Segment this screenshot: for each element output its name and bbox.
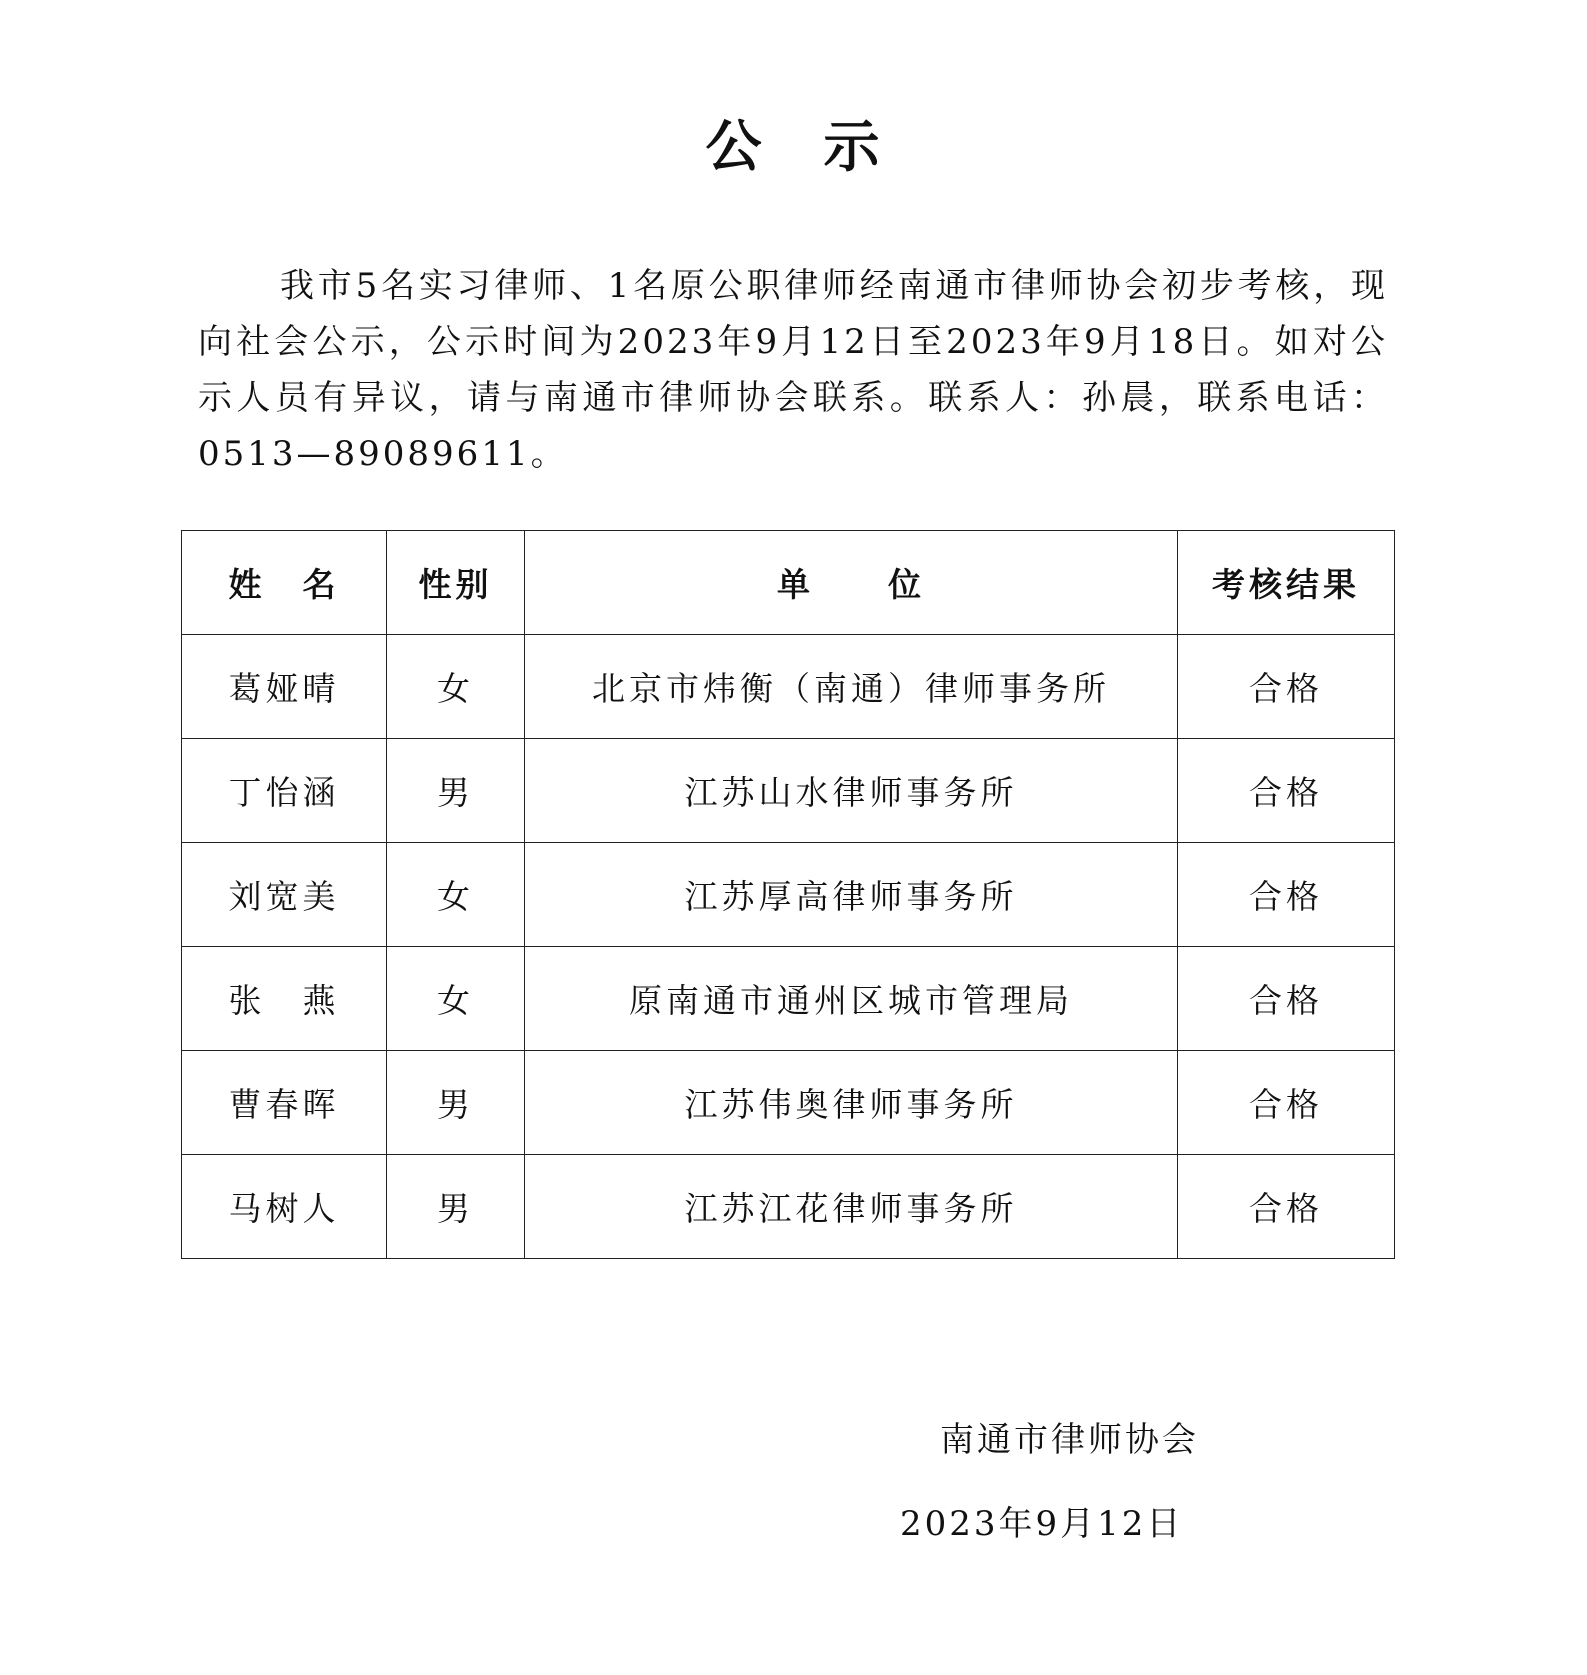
cell-name: 曹春晖 bbox=[182, 1051, 387, 1155]
cell-result: 合格 bbox=[1178, 843, 1395, 947]
intro-paragraph: 我市5名实习律师、1名原公职律师经南通市律师协会初步考核，现向社会公示，公示时间为2023年9月12日至2023年9月18日。如对公示人员有异议，请与南通市律师协会联系。联系人：孙晨，联系电话：0513—89089611。 bbox=[198, 266, 1388, 474]
cell-result: 合格 bbox=[1178, 947, 1395, 1051]
cell-unit: 江苏厚高律师事务所 bbox=[525, 843, 1178, 947]
table-row bbox=[182, 739, 1395, 843]
cell-result: 合格 bbox=[1178, 1155, 1395, 1259]
title-char-2: 示 bbox=[823, 115, 882, 180]
signature-block bbox=[900, 1410, 1320, 1554]
signature-date: 2023年9月12日 bbox=[900, 1504, 1184, 1544]
cell-unit: 江苏江花律师事务所 bbox=[525, 1155, 1178, 1259]
cell-name: 张 燕 bbox=[182, 947, 387, 1051]
cell-gender: 男 bbox=[387, 1155, 525, 1259]
table-row bbox=[182, 843, 1395, 947]
header-name: 姓 名 bbox=[182, 531, 387, 635]
table-row bbox=[182, 1051, 1395, 1155]
cell-unit: 江苏伟奥律师事务所 bbox=[525, 1051, 1178, 1155]
cell-gender: 男 bbox=[387, 1051, 525, 1155]
cell-unit: 江苏山水律师事务所 bbox=[525, 739, 1178, 843]
title-char-1: 公 bbox=[705, 115, 764, 180]
table-row bbox=[182, 947, 1395, 1051]
header-unit: 单 位 bbox=[525, 531, 1178, 635]
table-header-row bbox=[182, 531, 1395, 635]
cell-result: 合格 bbox=[1178, 635, 1395, 739]
cell-gender: 女 bbox=[387, 843, 525, 947]
signature-organization: 南通市律师协会 bbox=[940, 1420, 1199, 1460]
cell-name: 刘宽美 bbox=[182, 843, 387, 947]
cell-gender: 女 bbox=[387, 635, 525, 739]
cell-unit: 北京市炜衡（南通）律师事务所 bbox=[525, 635, 1178, 739]
cell-result: 合格 bbox=[1178, 1051, 1395, 1155]
cell-unit: 原南通市通州区城市管理局 bbox=[525, 947, 1178, 1051]
header-result: 考核结果 bbox=[1178, 531, 1395, 635]
cell-name: 葛娅晴 bbox=[182, 635, 387, 739]
roster-table bbox=[181, 530, 1395, 1259]
header-gender: 性别 bbox=[387, 531, 525, 635]
page-title bbox=[0, 108, 1587, 188]
cell-gender: 女 bbox=[387, 947, 525, 1051]
table-row bbox=[182, 1155, 1395, 1259]
table-row bbox=[182, 635, 1395, 739]
cell-name: 丁怡涵 bbox=[182, 739, 387, 843]
cell-name: 马树人 bbox=[182, 1155, 387, 1259]
cell-result: 合格 bbox=[1178, 739, 1395, 843]
cell-gender: 男 bbox=[387, 739, 525, 843]
